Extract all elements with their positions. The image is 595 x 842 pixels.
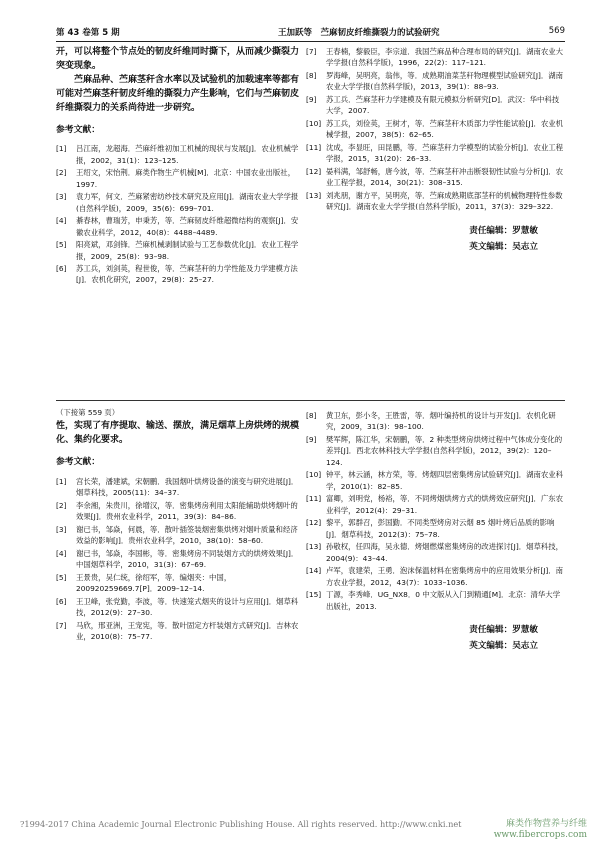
reference-list	[306, 410, 564, 612]
reference-number: [12]	[306, 518, 322, 528]
reference-item	[56, 167, 304, 190]
reference-text: 宫长荣，潘建斌，宋朝鹏．我国烟叶烘烤设备的演变与研究进展[J]．烟草科技，2005(11)：34–37.	[76, 476, 299, 498]
responsible-editor: 责任编辑：罗慧敏	[469, 624, 538, 635]
reference-number: [1]	[56, 476, 67, 486]
editor-credits	[306, 622, 538, 655]
reference-item	[306, 70, 564, 93]
reference-item	[306, 434, 564, 468]
reference-item	[56, 215, 304, 238]
reference-text: 阳亮斌，邓剑锋．苎麻机械剥制试验与工艺参数优化[J]．农业工程学报，2009，25(8)：93–98.	[76, 240, 299, 261]
running-title: 王加跃等 苎麻韧皮纤维撕裂力的试验研究	[278, 28, 440, 38]
reference-number: [11]	[306, 142, 322, 152]
reference-number: [5]	[56, 572, 67, 582]
reference-number: [15]	[306, 590, 322, 600]
reference-item	[306, 541, 564, 564]
reference-number: [5]	[56, 240, 67, 250]
reference-item	[306, 190, 564, 213]
reference-item	[306, 589, 564, 612]
watermark-url: www.fibercrops.com	[493, 829, 587, 840]
reference-text: 晏科满，邹舒畅，唐今波，等．苎麻茎秆冲击断裂韧性试验与分析[J]．农业工程学报，2014，30(21)：308–315.	[326, 166, 564, 188]
reference-number: [2]	[56, 168, 67, 178]
reference-text: 卢军，袁建荣，王勇．泡沫保温材料在密集烤房中的应用效果分析[J]．南方农业学报，2012，43(7)：1033–1036.	[326, 566, 564, 587]
reference-item	[56, 476, 304, 499]
reference-text: 黄卫东，彭小冬，王胜雷，等．烟叶编持机的设计与开发[J]．农机化研究，2009，31(3)：98–100.	[326, 411, 556, 432]
copyright-notice: ?1994-2017 China Academic Journal Electronic Publishing House. All rights reserved. http://www.cnki.net	[20, 819, 462, 829]
reference-text: 刘兆朋，谢方平，吴明亮，等．苎麻成熟期底部茎秆的机械物理特性参数研究[J]．湖南农业大学学报(自然科学版)，2011，37(3)：329–322.	[326, 190, 563, 212]
page-number: 569	[548, 26, 565, 36]
reference-text: 马欣，邢亚洲，王宠宪，等．散叶固定方杆装烟方式研究[J]．吉林农业，2010(8)：75–77.	[76, 620, 299, 642]
reference-text: 黎平，郭群召，彭国勤．不同类型烤房对云烟 85 烟叶烤后品质的影响[J]．烟草科技，2012(3)：75–78.	[326, 518, 555, 539]
reference-text: 钟平，林云涵，林方荣，等．烤烟四层密集烤房试验研究[J]．湖南农业科学，2010(1)：82–85.	[326, 470, 564, 491]
reference-item	[306, 142, 564, 165]
watermark-title: 麻类作物营养与纤维	[505, 819, 587, 829]
reference-text: 王绍文，宋怡荆．麻类作物生产机械[M]．北京：中国农业出版社，1997.	[76, 168, 296, 189]
reference-list	[56, 143, 304, 286]
journal-issue: 第 43 卷第 5 期	[56, 28, 120, 38]
running-header	[56, 26, 565, 42]
reference-text: 苏工兵，刘剑英，程世俊，等．苎麻茎秆的力学性能及力学建模方法[J]．农机化研究，2007，29(8)：25–27.	[76, 264, 298, 285]
reference-number: [12]	[306, 166, 322, 176]
reference-number: [14]	[306, 566, 322, 576]
reference-text: 綦春林，曹瑞芳，申秉芳，等．苎麻韧皮纤维超微结构的观察[J]．安徽农业科学，2012，40(8)：4488–4489.	[76, 216, 299, 237]
reference-text: 吕江南，龙超海．苎麻纤维初加工机械的现状与发展[J]．农业机械学报，2002，31(1)：123–125.	[76, 144, 299, 165]
top-right-column	[306, 46, 564, 255]
reference-number: [10]	[306, 118, 322, 128]
bottom-left-column	[56, 407, 304, 644]
reference-item	[306, 94, 564, 117]
reference-text: 丁源，李秀峰．UG_NX8．0 中文版从入门到精通[M]．北京：清华大学出版社，2013.	[326, 590, 561, 611]
reference-text: 孙敬权，任四海，吴永德．烤烟燃煤密集烤房的改进探讨[J]．烟草科技，2004(9)：43–44.	[326, 542, 564, 563]
reference-item	[56, 596, 304, 619]
reference-item	[56, 191, 304, 214]
reference-list	[306, 46, 564, 213]
reference-number: [7]	[306, 47, 317, 56]
reference-number: [7]	[56, 620, 67, 630]
reference-item	[56, 620, 304, 643]
reference-item	[306, 517, 564, 540]
reference-number: [2]	[56, 500, 67, 510]
reference-item	[306, 166, 564, 189]
reference-item	[56, 143, 304, 166]
reference-number: [13]	[306, 542, 322, 552]
continued-note: （下接第 559 页）	[56, 408, 120, 417]
reference-item	[56, 548, 304, 571]
reference-list	[56, 476, 304, 643]
reference-text: 袁力军，何文．苎麻紧密纺纱技术研究及应用[J]．湖南农业大学学报(自然科学版)，2009，35(6)：699–701.	[76, 192, 299, 213]
reference-text: 苏工兵．苎麻茎秆力学建模及有限元模拟分析研究[D]．武汉：华中科技大学，2007.	[326, 94, 560, 116]
reference-number: [4]	[56, 216, 67, 226]
reference-item	[56, 524, 304, 547]
reference-number: [9]	[306, 94, 317, 104]
reference-text: 李余湘，朱贵川，徐增汉，等．密集烤房利用太阳能辅助烘烤烟叶的效果[J]．贵州农业科学，2011，39(3)：84–86.	[76, 500, 298, 522]
reference-text: 王景贵，吴仁统，徐绍军，等．编烟夹：中国，200920259669.7[P]．2009–12–14.	[76, 572, 232, 594]
references-title: 参考文献：	[56, 457, 100, 468]
top-left-column	[56, 46, 304, 287]
reference-item	[306, 469, 564, 492]
reference-number: [10]	[306, 470, 322, 480]
reference-number: [8]	[306, 411, 317, 420]
reference-number: [3]	[56, 192, 67, 202]
reference-text: 王春楠，黎毅臣，李宗道．我国苎麻品种合理布局的研究[J]．湖南农业大学学报(自然科学版)，1996，22(2)：117–121.	[326, 47, 564, 68]
reference-number: [8]	[306, 70, 317, 80]
reference-number: [3]	[56, 524, 67, 534]
reference-text: 谢已书，邹焱，何晨，等．散叶插签装烟密集烘烤对烟叶质量和经济效益的影响[J]．贵州农业科学，2010，38(10)：58–60.	[76, 524, 298, 546]
reference-text: 苏工兵，刘俭英，王树才，等．苎麻茎秆木质部力学性能试验[J]．农业机械学报，2007，38(5)：62–65.	[326, 118, 564, 140]
reference-item	[306, 410, 564, 433]
body-paragraph: 性，实现了有序提取、输送、摆放，满足烟草上房烘烤的规模化、集约化要求。	[56, 421, 300, 446]
reference-number: [1]	[56, 144, 67, 154]
reference-text: 沈成，李显旺，田昆鹏，等．苎麻茎秆力学模型的试验分析[J]．农业工程学报，2015，31(20)：26–33.	[326, 142, 564, 164]
reference-item	[306, 46, 564, 69]
reference-number: [13]	[306, 190, 322, 200]
reference-item	[306, 493, 564, 516]
header-rule	[56, 41, 565, 42]
references-title: 参考文献：	[56, 124, 100, 135]
reference-number: [6]	[56, 596, 67, 606]
reference-number: [4]	[56, 548, 67, 558]
english-editor: 英文编辑：吴志立	[469, 241, 538, 252]
cnki-link[interactable]: http://www.cnki.net	[380, 819, 462, 829]
reference-number: [11]	[306, 494, 322, 504]
reference-text: 王卫峰，张党勤，李波，等．快速笼式烟夹的设计与应用[J]．烟草科技，2012(9)：27–30.	[76, 596, 299, 618]
responsible-editor: 责任编辑：罗慧敏	[469, 225, 538, 236]
reference-item	[56, 572, 304, 595]
editor-credits	[306, 223, 538, 256]
watermark	[494, 819, 587, 841]
reference-text: 樊军辉，陈江华，宋朝鹏，等．2 种类型烤房烘烤过程中气体成分变化的差异[J]．西北农林科技大学学报(自然科学版)，2012，39(2)：120–124.	[326, 434, 563, 467]
section-divider	[56, 400, 565, 401]
reference-item	[56, 500, 304, 523]
bottom-right-column	[306, 410, 564, 655]
reference-number: [6]	[56, 264, 67, 273]
reference-text: 罗海峰，吴明亮，翁伟，等．成熟期油菜茎秆物理模型试验研究[J]．湖南农业大学学报(自然科学版)，2013，39(1)：88–93.	[326, 70, 564, 92]
reference-number: [9]	[306, 434, 317, 444]
english-editor: 英文编辑：吴志立	[469, 641, 538, 652]
reference-text: 富卿，刘明党，杨裕，等．不同烤烟烘烤方式的烘烤效应研究[J]．广东农业科学，2012(4)：29–31.	[326, 494, 564, 515]
reference-text: 谢已书，邹焱，李国彬，等．密集烤房不同装烟方式的烘烤效果[J]．中国烟草科学，2010，31(3)：67–69.	[76, 548, 299, 570]
body-paragraph: 苎麻品种、苎麻茎秆含水率以及试验机的加载速率等都有可能对苎麻茎秆韧皮纤维的撕裂力产生影响，它们与苎麻韧皮纤维撕裂力的关系尚待进一步研究。	[56, 74, 300, 113]
reference-item	[56, 263, 304, 286]
body-paragraph: 开，可以将整个节点处的韧皮纤维同时撕下，从而减少撕裂力突变现象。	[56, 47, 300, 71]
reference-item	[306, 118, 564, 141]
reference-item	[56, 239, 304, 262]
reference-item	[306, 565, 564, 588]
